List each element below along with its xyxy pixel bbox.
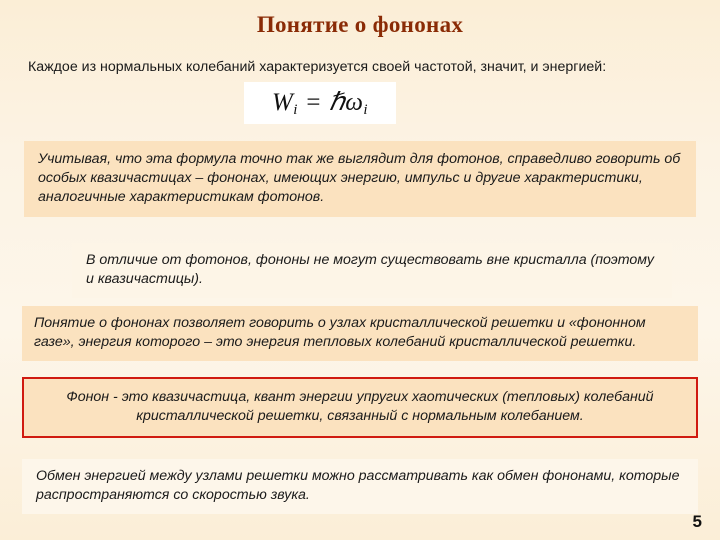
page-title: Понятие о фононах — [256, 12, 464, 37]
paragraph-difference: В отличие от фотонов, фононы не могут существовать вне кристалла (поэтому и квазичастицы). — [72, 243, 672, 298]
formula-text: $W_i$ = ℏω$_i$ — [271, 88, 369, 119]
formula-image — [244, 82, 396, 124]
paragraph-definition: Фонон - это квазичастица, квант энергии упругих хаотических (тепловых) колебаний кристаллической решетки, связанный с нормальным колебанием. — [22, 377, 698, 438]
paragraph-exchange: Обмен энергией между узлами решетки можно рассматривать как обмен фононами, которые распространяются со скоростью звука. — [22, 459, 698, 514]
paragraph-quasiparticles: Учитывая, что эта формула точно так же выглядит для фотонов, справедливо говорить об особых квазичастицах – фононах, имеющих энергию, импульс и другие характеристики, аналогичные характеристикам фотонов. — [24, 141, 696, 217]
page-number: 5 — [692, 512, 702, 531]
paragraph-intro: Каждое из нормальных колебаний характеризуется своей частотой, значит, и энергией: — [28, 59, 607, 75]
paragraph-phonon-gas: Понятие о фононах позволяет говорить о узлах кристаллической решетки и «фононном газе», энергия которого – это энергия тепловых колебаний кристаллической решетки. — [22, 306, 698, 361]
